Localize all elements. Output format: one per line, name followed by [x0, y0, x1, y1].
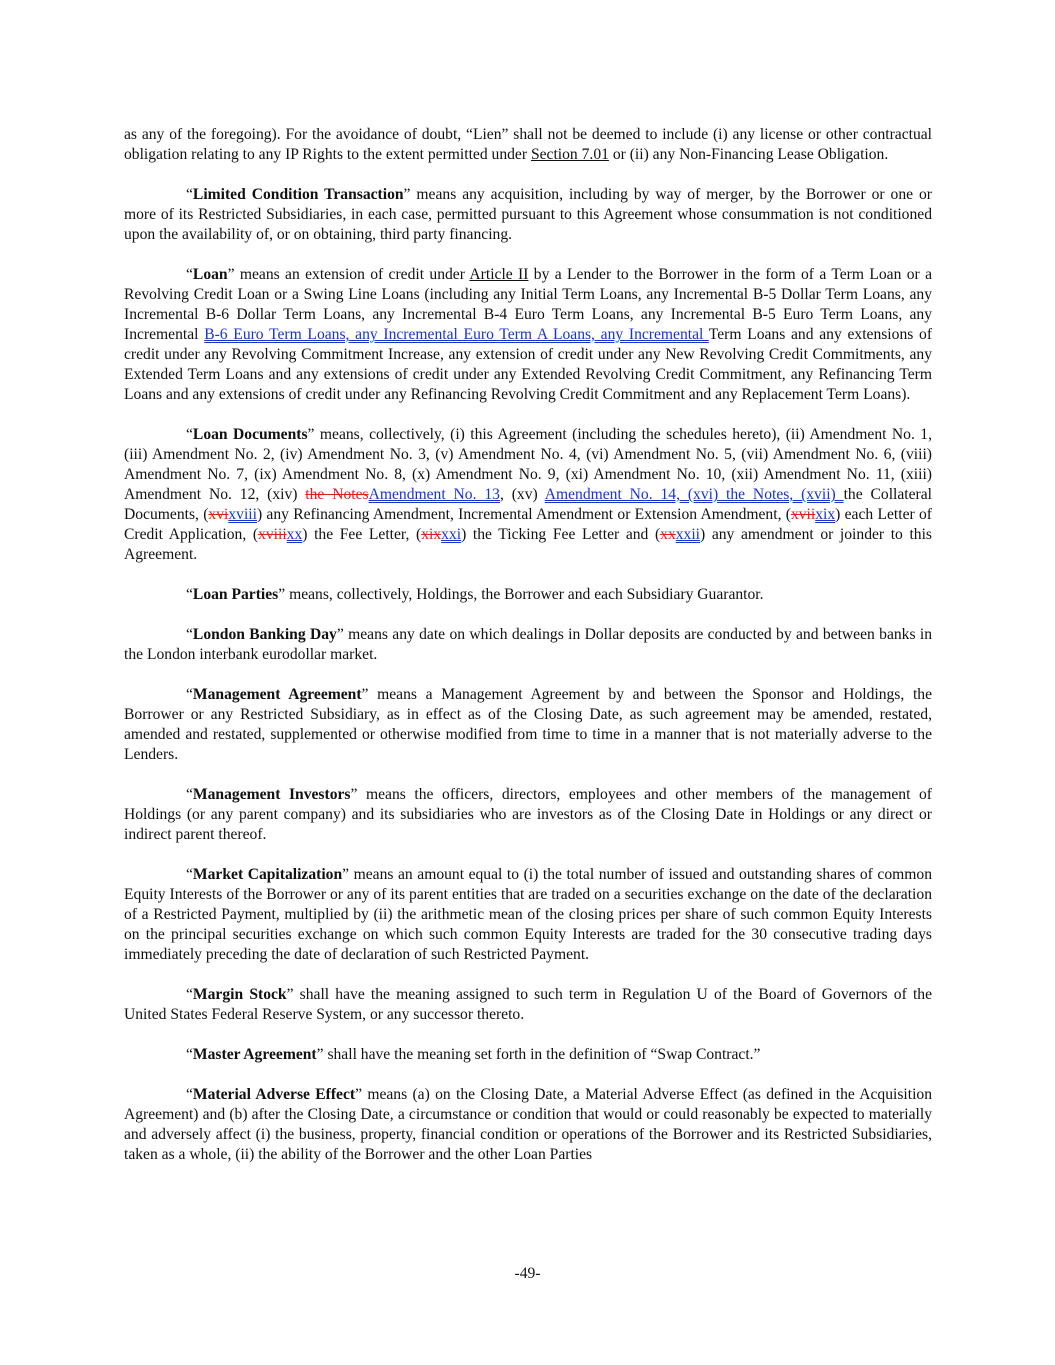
definition-material-adverse-effect	[124, 1085, 932, 1165]
definition-text: ) any amendment or joinder to this Agreement.	[124, 526, 932, 563]
defined-term: Material Adverse Effect	[192, 1086, 356, 1103]
inserted-text: Amendment No. 14, (xvi) the Notes, (xvii)	[544, 486, 844, 503]
quote-mark: “	[186, 186, 193, 203]
quote-mark: “	[186, 866, 193, 883]
defined-term: Master Agreement	[192, 1046, 317, 1063]
definition-text: ) the Fee Letter, (	[302, 526, 422, 543]
quote-mark: “	[186, 586, 193, 603]
definition-text: ” means an extension of credit under	[227, 266, 470, 283]
definition-text: ” means any date on which dealings in Dollar deposits are conducted by and between banks in the London interbank eurodollar market.	[124, 626, 932, 663]
definition-london-banking-day	[124, 625, 932, 665]
deleted-text: the Notes	[305, 486, 369, 503]
definition-text: the Collateral Documents, (	[124, 486, 932, 523]
quote-mark: “	[186, 1086, 193, 1103]
deleted-text: xvi	[208, 506, 229, 523]
page-number: -49-	[514, 1265, 541, 1282]
definition-margin-stock	[124, 985, 932, 1025]
text: or (ii) any Non-Financing Lease Obligation.	[608, 146, 889, 163]
definition-text: ” means a Management Agreement by and between the Sponsor and Holdings, the Borrower or any Restricted Subsidiary, as in effect as of the Closing Date, as such agreement may be amended, restated, amended and restated, supplemented or otherwise modified from time to time in a manner that is not materially adverse to the Lenders.	[124, 686, 932, 763]
text: as any of the foregoing). For the avoidance of doubt, “Lien” shall not be deemed to include (i) any license or other contractual obligation relating to any IP Rights to the extent permitted under	[124, 126, 932, 163]
definition-management-agreement	[124, 685, 932, 765]
definition-text: , (xv)	[499, 486, 545, 503]
inserted-text: xviii	[228, 506, 257, 523]
definition-text: ” means any acquisition, including by way of merger, by the Borrower or one or more of its Restricted Subsidiaries, in each case, permitted pursuant to this Agreement whose consummation is not conditioned upon the availability of, or on obtaining, third party financing.	[124, 186, 932, 243]
definition-text: Term Loans and any extensions of credit under any Revolving Commitment Increase, any extension of credit under any New Revolving Credit Commitments, any Extended Term Loans and any extensions of credit under any Extended Revolving Credit Commitment, any Refinancing Term Loans and any extensions of credit under any Refinancing Revolving Credit Commitment and any Replacement Term Loans).	[124, 326, 933, 403]
definition-loan-documents	[124, 425, 932, 565]
definition-text: ) any Refinancing Amendment, Incremental Amendment or Extension Amendment, (	[256, 506, 791, 523]
inserted-text: xxi	[441, 526, 462, 543]
definition-text: ) each Letter of Credit Application, (	[124, 506, 932, 543]
definition-master-agreement	[124, 1045, 932, 1065]
inserted-text: xix	[815, 506, 836, 523]
definition-text: ” means an amount equal to (i) the total number of issued and outstanding shares of common Equity Interests of the Borrower or any of its parent entities that are traded on a securities exchange on the date of the declaration of a Restricted Payment, multiplied by (ii) the arithmetic mean of the closing prices per share of such common Equity Interests on the principal securities exchange on which such common Equity Interests are traded for the 30 consecutive trading days immediately preceding the date of declaration of such Restricted Payment.	[124, 866, 932, 963]
inserted-text: xxii	[675, 526, 701, 543]
definition-loan	[124, 265, 932, 405]
definition-market-capitalization	[124, 865, 932, 965]
defined-term: Market Capitalization	[192, 866, 343, 883]
inserted-text: Amendment No. 13	[368, 486, 500, 503]
quote-mark: “	[186, 986, 193, 1003]
quote-mark: “	[186, 426, 193, 443]
defined-term: Loan Documents	[192, 426, 308, 443]
defined-term: Loan Parties	[192, 586, 279, 603]
definition-loan-parties	[124, 585, 932, 605]
definition-text: ) the Ticking Fee Letter and (	[461, 526, 661, 543]
quote-mark: “	[186, 626, 193, 643]
deleted-text: xix	[421, 526, 442, 543]
definition-limited-condition-transaction	[124, 185, 932, 245]
paragraph-foregoing-continuation	[124, 125, 932, 165]
definition-management-investors	[124, 785, 932, 845]
definition-text: ” means, collectively, Holdings, the Borrower and each Subsidiary Guarantor.	[278, 586, 764, 603]
deleted-text: xvii	[790, 506, 816, 523]
definition-text: ” shall have the meaning set forth in the definition of “Swap Contract.”	[316, 1046, 761, 1063]
defined-term: Management Investors	[192, 786, 351, 803]
inserted-text: B-6 Euro Term Loans, any Incremental Euro Term A Loans, any Incremental	[204, 326, 709, 343]
document-page	[124, 125, 932, 1185]
deleted-text: xviii	[258, 526, 287, 543]
definition-text: ” means the officers, directors, employees and other members of the management of Holdings (or any parent company) and its subsidiaries who are investors as of the Closing Date in Holdings or any direct or indirect parent thereof.	[124, 786, 932, 843]
defined-term: London Banking Day	[192, 626, 337, 643]
definition-text: ” means (a) on the Closing Date, a Material Adverse Effect (as defined in the Acquisition Agreement) and (b) after the Closing Date, a circumstance or condition that would or could reasonably be expected to materially and adversely affect (i) the business, property, financial condition or operations of the Borrower and its Restricted Subsidiaries, taken as a whole, (ii) the ability of the Borrower and the other Loan Parties	[124, 1086, 933, 1163]
quote-mark: “	[186, 266, 193, 283]
defined-term: Loan	[192, 266, 228, 283]
quote-mark: “	[186, 686, 193, 703]
deleted-text: xx	[660, 526, 676, 543]
defined-term: Management Agreement	[192, 686, 362, 703]
section-reference-link[interactable]: Section 7.01	[530, 146, 609, 163]
definition-text: ” means, collectively, (i) this Agreement (including the schedules hereto), (ii) Amendment No. 1, (iii) Amendment No. 2, (iv) Amendment No. 3, (v) Amendment No. 4, (vi) Amendment No. 5, (vii) Amendment No. 6, (viii) Amendment No. 7, (ix) Amendment No. 8, (x) Amendment No. 9, (xi) Amendment No. 10, (xii) Amendment No. 11, (xiii) Amendment No. 12, (xiv)	[124, 426, 932, 503]
quote-mark: “	[186, 786, 193, 803]
defined-term: Limited Condition Transaction	[192, 186, 404, 203]
article-reference-link[interactable]: Article II	[469, 266, 529, 283]
defined-term: Margin Stock	[192, 986, 287, 1003]
quote-mark: “	[186, 1046, 193, 1063]
inserted-text: xx	[286, 526, 303, 543]
definition-text: by a Lender to the Borrower in the form of a Term Loan or a Revolving Credit Loan or a Swing Line Loans (including any Initial Term Loans, any Incremental B-5 Dollar Term Loans, any Incremental B-6 Dollar Term Loans, any Incremental B-4 Euro Term Loans, any Incremental B-5 Euro Term Loans, any Incremental	[124, 266, 932, 343]
definition-text: ” shall have the meaning assigned to such term in Regulation U of the Board of Governors of the United States Federal Reserve System, or any successor thereto.	[124, 986, 932, 1023]
